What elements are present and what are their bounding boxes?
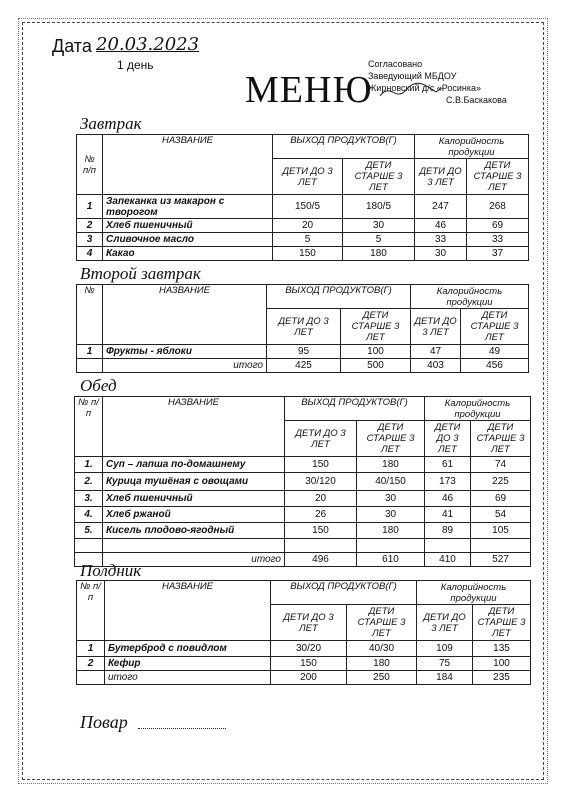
row-name: Хлеб пшеничный [103,219,273,233]
row-out-under3: 26 [285,507,357,523]
page-title: МЕНЮ [245,69,373,111]
lunch-table [74,396,531,567]
approval-signer: С.В.Баскакова [446,95,507,105]
total-cal-under3: 184 [417,671,473,685]
row-name: Суп – лапша по-домашнему [103,457,285,473]
row-out-under3: 20 [273,219,343,233]
col-cal-over3-header: ДЕТИ СТАРШЕ 3 ЛЕТ [467,159,529,195]
col-over3-header: ДЕТИ СТАРШЕ 3 ЛЕТ [347,605,417,641]
row-cal-over3: 37 [467,247,529,261]
row-cal-over3: 135 [473,641,531,657]
row-out-over3: 180 [343,247,415,261]
col-name-header: НАЗВАНИЕ [103,135,273,195]
row-num: 3 [77,233,103,247]
row-out-under3: 30/20 [271,641,347,657]
approval-line: Жирновский д/с «Росинка» [368,83,482,93]
table-row [77,195,529,219]
row-name: Кефир [105,657,271,671]
total-cal-under3: 410 [425,553,471,567]
col-calories-header: Калорийность продукции [415,135,529,159]
row-cal-under3: 41 [425,507,471,523]
row-cal-over3: 54 [471,507,531,523]
row-num: 2 [77,657,105,671]
row-out-over3: 40/150 [357,473,425,491]
afternoon-snack-table [76,580,531,685]
date-label: Дата [52,36,92,56]
table-row [77,233,529,247]
col-calories-header: Калорийность продукции [417,581,531,605]
row-name: Сливочное масло [103,233,273,247]
table-row [75,523,531,539]
col-num-header: № п/п [77,135,103,195]
empty-cell [103,539,285,553]
col-output-header: ВЫХОД ПРОДУКТОВ(Г) [271,581,417,605]
total-label: итого [103,359,267,373]
row-num: 1 [77,345,103,359]
col-output-header: ВЫХОД ПРОДУКТОВ(Г) [267,285,411,309]
signature-mark [376,80,446,102]
row-cal-over3: 105 [471,523,531,539]
total-out-over3: 500 [341,359,411,373]
empty-cell [471,539,531,553]
col-cal-under3-header: ДЕТИ ДО 3 ЛЕТ [417,605,473,641]
total-cal-under3: 403 [411,359,461,373]
breakfast-table [76,134,529,261]
empty-cell [75,539,103,553]
col-under3-header: ДЕТИ ДО 3 ЛЕТ [285,421,357,457]
row-cal-under3: 109 [417,641,473,657]
row-out-under3: 150 [285,523,357,539]
row-out-over3: 180 [357,457,425,473]
table-row [77,247,529,261]
col-cal-over3-header: ДЕТИ СТАРШЕ 3 ЛЕТ [473,605,531,641]
empty-cell [285,539,357,553]
row-out-over3: 30 [343,219,415,233]
day-label: 1 день [117,58,154,72]
col-over3-header: ДЕТИ СТАРШЕ 3 ЛЕТ [343,159,415,195]
row-out-over3: 40/30 [347,641,417,657]
col-under3-header: ДЕТИ ДО 3 ЛЕТ [271,605,347,641]
row-num: 1 [77,195,103,219]
col-over3-header: ДЕТИ СТАРШЕ 3 ЛЕТ [341,309,411,345]
row-name: Курица тушёная с овощами [103,473,285,491]
table-row [77,641,531,657]
row-cal-under3: 30 [415,247,467,261]
col-cal-under3-header: ДЕТИ ДО 3 ЛЕТ [415,159,467,195]
row-cal-over3: 268 [467,195,529,219]
col-over3-header: ДЕТИ СТАРШЕ 3 ЛЕТ [357,421,425,457]
row-out-under3: 20 [285,491,357,507]
col-output-header: ВЫХОД ПРОДУКТОВ(Г) [273,135,415,159]
table-row [75,457,531,473]
row-cal-under3: 89 [425,523,471,539]
table-row [75,507,531,523]
row-cal-over3: 33 [467,233,529,247]
total-out-under3: 425 [267,359,341,373]
total-cal-over3: 456 [461,359,529,373]
col-output-header: ВЫХОД ПРОДУКТОВ(Г) [285,397,425,421]
row-out-over3: 180/5 [343,195,415,219]
row-name: Кисель плодово-ягодный [103,523,285,539]
col-calories-header: Калорийность продукции [411,285,529,309]
section-title-second-breakfast: Второй завтрак [80,264,201,283]
col-name-header: НАЗВАНИЕ [105,581,271,641]
row-num: 2. [75,473,103,491]
row-num: 2 [77,219,103,233]
empty-row [75,539,531,553]
row-cal-under3: 46 [415,219,467,233]
date-value: 20.03.2023 [96,34,200,55]
col-num-header: № п/п [77,581,105,641]
row-cal-under3: 61 [425,457,471,473]
total-row [75,553,531,567]
row-out-under3: 95 [267,345,341,359]
row-cal-under3: 75 [417,657,473,671]
section-title-breakfast: Завтрак [80,114,142,133]
row-out-under3: 150 [271,657,347,671]
row-cal-under3: 247 [415,195,467,219]
row-num: 4. [75,507,103,523]
row-out-under3: 150 [273,247,343,261]
row-cal-over3: 225 [471,473,531,491]
col-name-header: НАЗВАНИЕ [103,285,267,345]
second-breakfast-table [76,284,529,373]
col-under3-header: ДЕТИ ДО 3 ЛЕТ [267,309,341,345]
total-out-under3: 200 [271,671,347,685]
row-out-over3: 30 [357,507,425,523]
col-cal-over3-header: ДЕТИ СТАРШЕ 3 ЛЕТ [461,309,529,345]
cook-signature-line [138,728,226,729]
empty-cell [425,539,471,553]
col-cal-under3-header: ДЕТИ ДО 3 ЛЕТ [411,309,461,345]
total-out-over3: 250 [347,671,417,685]
total-out-over3: 610 [357,553,425,567]
empty-cell [357,539,425,553]
row-cal-under3: 46 [425,491,471,507]
col-name-header: НАЗВАНИЕ [103,397,285,457]
section-title-afternoon-snack: Полдник [80,561,142,580]
empty-cell [77,359,103,373]
row-out-under3: 30/120 [285,473,357,491]
row-num: 1 [77,641,105,657]
empty-cell [77,671,105,685]
col-cal-over3-header: ДЕТИ СТАРШЕ 3 ЛЕТ [471,421,531,457]
section-title-lunch: Обед [80,376,117,395]
table-row [77,219,529,233]
row-cal-over3: 69 [471,491,531,507]
table-row [77,345,529,359]
row-out-over3: 100 [341,345,411,359]
total-row [77,359,529,373]
total-label: итого [103,553,285,567]
row-out-under3: 150/5 [273,195,343,219]
row-cal-over3: 69 [467,219,529,233]
row-num: 1. [75,457,103,473]
row-name: Хлеб ржаной [103,507,285,523]
total-row [77,671,531,685]
row-cal-under3: 47 [411,345,461,359]
table-row [75,491,531,507]
row-name: Бутерброд с повидлом [105,641,271,657]
row-name: Фрукты - яблоки [103,345,267,359]
row-name: Запеканка из макарон с творогом [103,195,273,219]
row-name: Хлеб пшеничный [103,491,285,507]
table-row [75,473,531,491]
col-under3-header: ДЕТИ ДО 3 ЛЕТ [273,159,343,195]
row-cal-over3: 100 [473,657,531,671]
approval-line: Согласовано [368,59,423,69]
row-out-over3: 180 [357,523,425,539]
col-calories-header: Калорийность продукции [425,397,531,421]
row-num: 5. [75,523,103,539]
row-cal-under3: 173 [425,473,471,491]
row-cal-over3: 74 [471,457,531,473]
row-out-over3: 5 [343,233,415,247]
col-num-header: № п/п [75,397,103,457]
total-cal-over3: 527 [471,553,531,567]
approval-line: Заведующий МБДОУ [368,71,457,81]
row-out-over3: 30 [357,491,425,507]
col-num-header: № [77,285,103,345]
cook-label: Повар [80,712,128,732]
row-cal-over3: 49 [461,345,529,359]
total-out-under3: 496 [285,553,357,567]
row-out-over3: 180 [347,657,417,671]
row-cal-under3: 33 [415,233,467,247]
row-num: 3. [75,491,103,507]
row-num: 4 [77,247,103,261]
col-cal-under3-header: ДЕТИ ДО 3 ЛЕТ [425,421,471,457]
row-out-under3: 5 [273,233,343,247]
total-label: итого [105,671,271,685]
row-out-under3: 150 [285,457,357,473]
total-cal-over3: 235 [473,671,531,685]
table-row [77,657,531,671]
row-name: Какао [103,247,273,261]
